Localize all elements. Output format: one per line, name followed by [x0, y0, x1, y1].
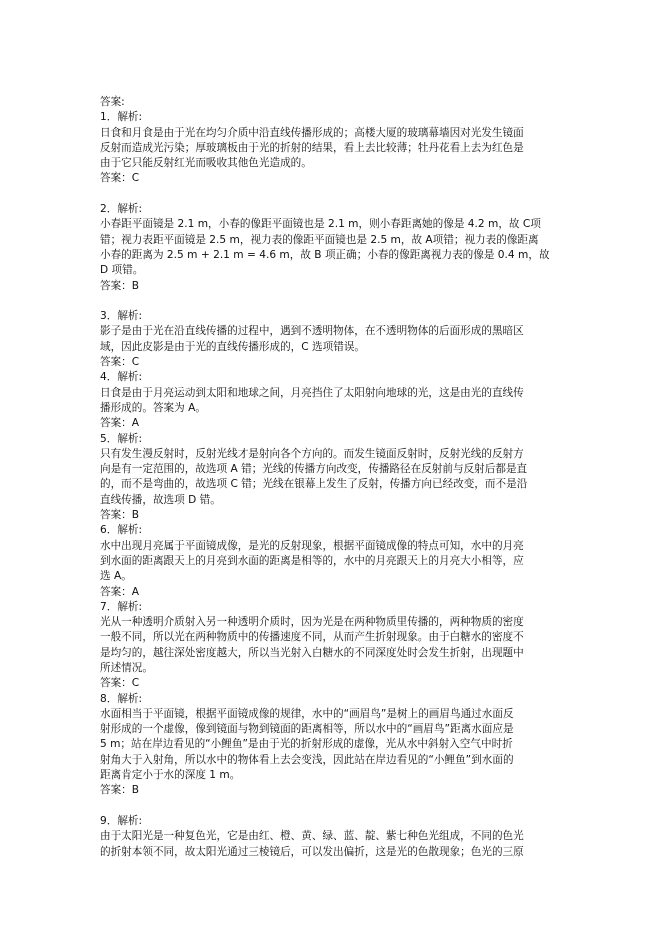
solution-text: 的折射本领不同，故太阳光通过三棱镜后，可以发出偏折，这是光的色散现象；色光的三原: [100, 845, 524, 858]
solution-text: 只有发生漫反射时，反射光线才是射向各个方向的。而发生镜面反射时，反射光线的反射方: [100, 447, 524, 460]
solution-text: 射形成的一个虚像，像到镜面与物到镜面的距离相等，所以水中的“画眉鸟”距离水面应是: [100, 723, 514, 736]
solution-text: 由于太阳光是一种复色光，它是由红、橙、黄、绿、蓝、靛、紫七种色光组成，不同的色光: [100, 830, 524, 843]
solution-answer: 答案：B: [100, 509, 140, 522]
solution-2: [100, 202, 566, 294]
solution-9: [100, 814, 566, 860]
solution-text: 错；视力表距平面镜是 2.5 m，视力表的像距平面镜也是 2.5 m，故 A项错；视力表的像距离: [100, 233, 539, 246]
solution-title: 5．解析:: [100, 432, 143, 445]
solution-answer: 答案：B: [100, 784, 140, 797]
solution-7: [100, 600, 566, 692]
solution-text: 水面相当于平面镜，根据平面镜成像的规律，水中的“画眉鸟”是树上的画眉鸟通过水面反: [100, 707, 514, 720]
solution-text: 是均匀的，越往深处密度越大，所以当光射入白糖水的不同深度处时会发生折射，出现题中: [100, 646, 524, 659]
solution-text: 播形成的。答案为 A。: [100, 401, 206, 414]
solution-title: 9．解析:: [100, 814, 143, 827]
solution-text: 一般不同，所以光在两种物质中的传播速度不同，从而产生折射现象。由于白糖水的密度不: [100, 631, 524, 644]
solution-text: 反射而造成光污染；厚玻璃板由于光的折射的结果，看上去比较薄；牡丹花看上去为红色是: [100, 141, 524, 154]
solution-text: 距离肯定小于水的深度 1 m。: [100, 769, 241, 782]
solution-text: 所述情况。: [100, 661, 153, 674]
solution-answer: 答案：B: [100, 279, 140, 292]
solution-text: 直线传播，故选项 D 错。: [100, 493, 221, 506]
solution-4: [100, 370, 566, 431]
solution-3: [100, 309, 566, 370]
solution-title: 1．解析:: [100, 111, 143, 124]
solution-8: [100, 692, 566, 799]
solution-text: 选 A。: [100, 570, 132, 583]
solution-text: 射角大于入射角，所以水中的物体看上去会变浅，因此站在岸边看见的“小鲤鱼”到水面的: [100, 753, 514, 766]
solution-title: 3．解析:: [100, 310, 143, 323]
solution-text: 日食和月食是由于光在均匀介质中沿直线传播形成的；高楼大厦的玻璃幕墙因对光发生镜面: [100, 126, 524, 139]
solution-title: 6．解析:: [100, 524, 143, 537]
solution-text: 小春距平面镜是 2.1 m，小春的像距平面镜也是 2.1 m，则小春距离她的像是 4.2 m，故 C项: [100, 218, 541, 231]
solution-title: 2．解析:: [100, 203, 143, 216]
solution-answer: 答案：A: [100, 585, 140, 598]
answer-key: [100, 95, 566, 860]
header: 答案:: [100, 96, 125, 108]
solution-title: 8．解析:: [100, 692, 143, 705]
solution-answer: 答案：C: [100, 356, 140, 369]
solution-text: 域，因此皮影是由于光的直线传播形成的，C 选项错误。: [100, 340, 366, 353]
solution-text: 到水面的距离跟天上的月亮到水面的距离是相等的，水中的月亮跟天上的月亮大小相等，应: [100, 554, 524, 567]
solution-1: [100, 110, 566, 186]
solution-text: 水中出现月亮属于平面镜成像，是光的反射现象，根据平面镜成像的特点可知，水中的月亮: [100, 539, 524, 552]
solution-text: 的，而不是弯曲的，故选项 C 错；光线在银幕上发生了反射，传播方向已经改变，而不是沿: [100, 478, 528, 491]
solution-6: [100, 523, 566, 599]
solution-answer: 答案：A: [100, 417, 140, 430]
solution-text: 影子是由于光在沿直线传播的过程中，遇到不透明物体，在不透明物体的后面形成的黑暗区: [100, 325, 524, 338]
solution-text: 由于它只能反射红光而吸收其他色光造成的。: [100, 157, 312, 170]
solution-text: 向是有一定范围的，故选项 A 错；光线的传播方向改变，传播路径在反射前与反射后都是直: [100, 463, 528, 476]
solution-answer: 答案：C: [100, 677, 140, 690]
solution-text: 光从一种透明介质射入另一种透明介质时，因为光是在两种物质里传播的，两种物质的密度: [100, 616, 524, 629]
solution-text: 小春的距离为 2.5 m + 2.1 m = 4.6 m，故 B 项正确；小春的像距离视力表的像是 0.4 m，故: [100, 248, 550, 261]
solution-text: 日食是由于月亮运动到太阳和地球之间，月亮挡住了太阳射向地球的光，这是由光的直线传: [100, 386, 524, 399]
solution-5: [100, 432, 566, 524]
solution-text: D 项错。: [100, 264, 144, 277]
solution-answer: 答案：C: [100, 172, 140, 185]
solution-text: 5 m；站在岸边看见的“小鲤鱼”是由于光的折射形成的虚像，光从水中斜射入空气中时折: [100, 738, 513, 751]
solution-title: 4．解析:: [100, 371, 143, 384]
solution-title: 7．解析:: [100, 600, 143, 613]
